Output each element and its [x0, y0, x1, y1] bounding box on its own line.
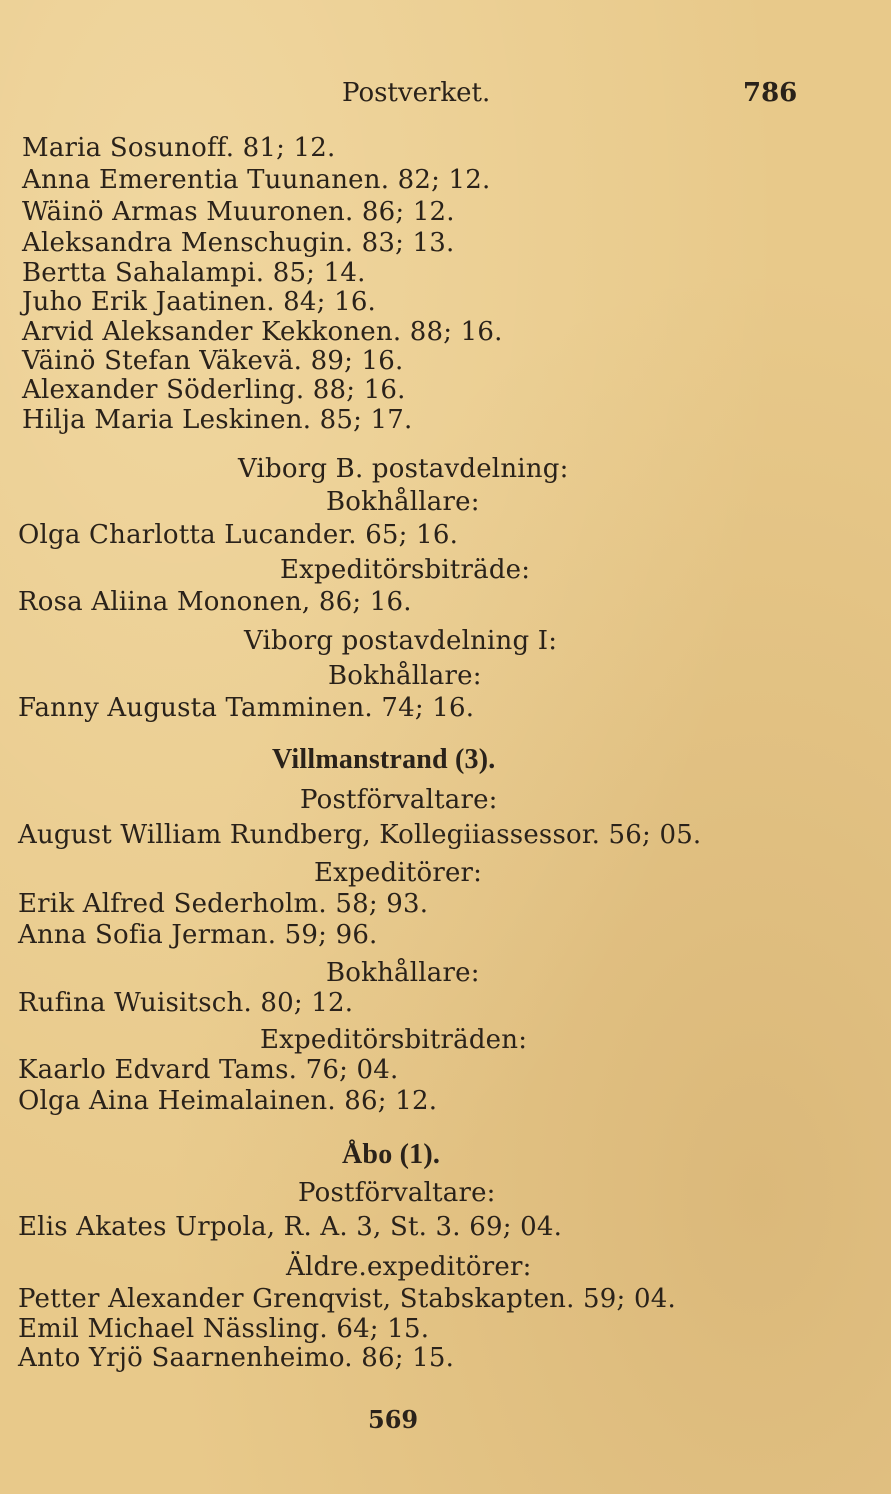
role-heading: Bokhållare:: [326, 958, 480, 988]
role-heading: Postförvaltare:: [298, 1178, 496, 1208]
list-item: Rosa Aliina Mononen, 86; 16.: [18, 587, 412, 617]
list-item: Rufina Wuisitsch. 80; 12.: [18, 988, 354, 1018]
role-heading: Postförvaltare:: [300, 785, 498, 815]
list-item: Olga Aina Heimalainen. 86; 12.: [18, 1086, 438, 1116]
list-item: August William Rundberg, Kollegiiassessor. 56; 05.: [18, 820, 702, 850]
list-item: Wäinö Armas Muuronen. 86; 12.: [22, 197, 455, 227]
list-item: Alexander Söderling. 88; 16.: [22, 375, 406, 405]
list-item: Anto Yrjö Saarnenheimo. 86; 15.: [18, 1343, 455, 1373]
list-item: Maria Sosunoff. 81; 12.: [22, 133, 336, 163]
role-heading: Expeditörer:: [314, 858, 483, 888]
footer-page-number: 569: [368, 1405, 419, 1434]
section-heading: Viborg B. postavdelning:: [238, 454, 569, 484]
list-item: Väinö Stefan Väkevä. 89; 16.: [22, 346, 404, 376]
list-item: Aleksandra Menschugin. 83; 13.: [22, 228, 455, 258]
list-item: Bertta Sahalampi. 85; 14.: [22, 258, 366, 288]
role-heading: Expeditörsbiträden:: [260, 1025, 528, 1055]
section-heading: Viborg postavdelning I:: [244, 626, 558, 656]
list-item: Anna Sofia Jerman. 59; 96.: [18, 920, 378, 950]
list-item: Kaarlo Edvard Tams. 76; 04.: [18, 1055, 399, 1085]
list-item: Erik Alfred Sederholm. 58; 93.: [18, 889, 429, 919]
list-item: Anna Emerentia Tuunanen. 82; 12.: [22, 165, 491, 195]
list-item: Elis Akates Urpola, R. A. 3, St. 3. 69; 04.: [18, 1212, 563, 1242]
role-heading: Expeditörsbiträde:: [280, 555, 531, 585]
list-item: Fanny Augusta Tamminen. 74; 16.: [18, 693, 475, 723]
role-heading: Bokhållare:: [328, 661, 482, 691]
list-item: Juho Erik Jaatinen. 84; 16.: [22, 287, 377, 317]
list-item: Emil Michael Nässling. 64; 15.: [18, 1314, 430, 1344]
list-item: Petter Alexander Grenqvist, Stabskapten. 59; 04.: [18, 1284, 676, 1314]
role-heading: Bokhållare:: [326, 487, 480, 517]
page-header: [0, 78, 891, 118]
list-item: Arvid Aleksander Kekkonen. 88; 16.: [22, 317, 503, 347]
list-item: Olga Charlotta Lucander. 65; 16.: [18, 520, 459, 550]
place-heading: Åbo (1).: [342, 1139, 441, 1170]
role-heading: Äldre.expeditörer:: [286, 1252, 532, 1282]
list-item: Hilja Maria Leskinen. 85; 17.: [22, 405, 413, 435]
place-heading: Villmanstrand (3).: [272, 744, 496, 775]
header-page-number: 786: [743, 78, 798, 108]
running-title: Postverket.: [342, 78, 491, 108]
